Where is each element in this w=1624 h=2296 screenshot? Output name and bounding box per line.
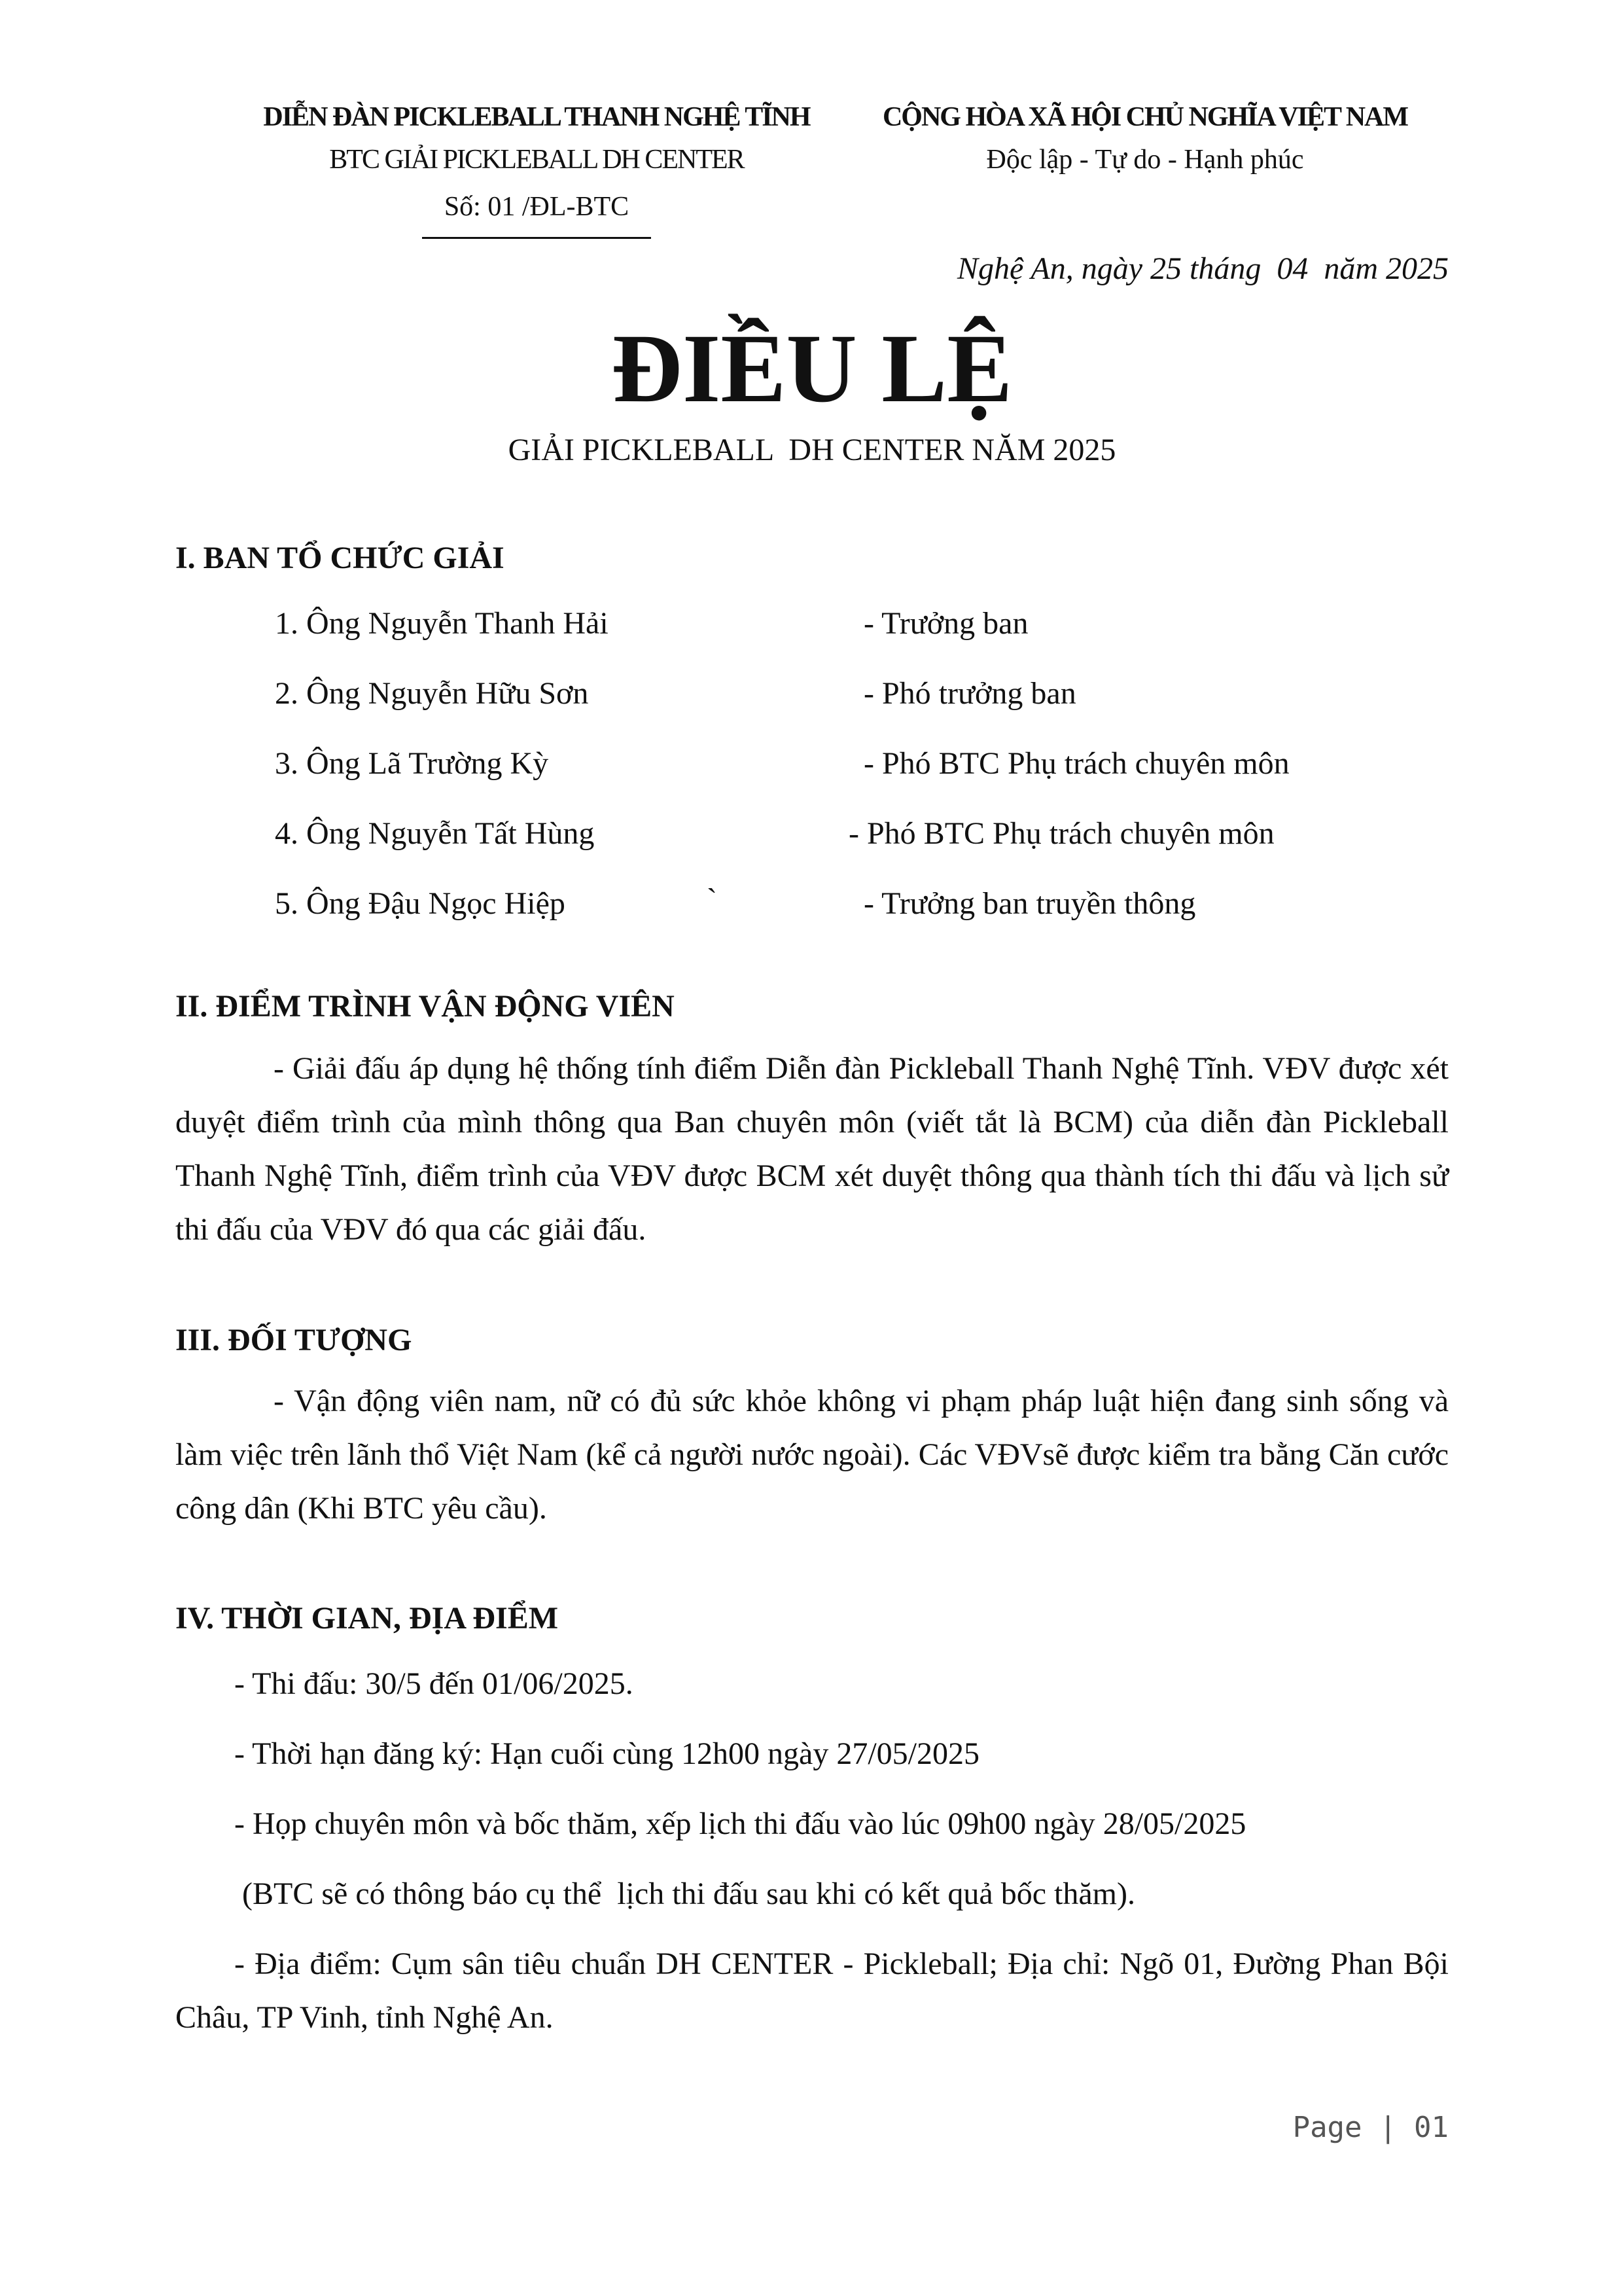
organization-name: DIỄN ĐÀN PICKLEBALL THANH NGHỆ TĨNH xyxy=(263,102,810,132)
republic-name: CỘNG HÒA XÃ HỘI CHỦ NGHĨA VIỆT NAM xyxy=(882,102,1408,132)
member-role: - Phó trưởng ban xyxy=(864,676,1076,711)
schedule-line: - Thời hạn đăng ký: Hạn cuối cùng 12h00 ngày 27/05/2025 xyxy=(234,1736,980,1771)
member-name: 2. Ông Nguyễn Hữu Sơn xyxy=(275,676,589,711)
header-left xyxy=(242,98,831,239)
section-2-heading: II. ĐIỂM TRÌNH VẬN ĐỘNG VIÊN xyxy=(175,989,675,1024)
member-name: 4. Ông Nguyễn Tất Hùng xyxy=(275,816,595,851)
document-number: Số: 01 /ĐL-BTC xyxy=(444,192,629,222)
document-subtitle: GIẢI PICKLEBALL DH CENTER NĂM 2025 xyxy=(508,433,1116,467)
national-motto: Độc lập - Tự do - Hạnh phúc xyxy=(986,145,1304,175)
member-name: 1. Ông Nguyễn Thanh Hải xyxy=(275,606,609,641)
venue-paragraph: - Địa điểm: Cụm sân tiêu chuẩn DH CENTER - Pickleball; Địa chỉ: Ngõ 01, Đường Phan Bội Châu, TP Vinh, tỉnh Nghệ An. xyxy=(175,1946,1449,2035)
section-3-paragraph: - Vận động viên nam, nữ có đủ sức khỏe không vi phạm pháp luật hiện đang sinh sống và làm việc trên lãnh thổ Việt Nam (kể cả người nước ngoài). Các VĐVsẽ được kiểm tra bằng Căn cước công dân (Khi BTC yêu cầu). xyxy=(175,1384,1449,1526)
section-3-heading: III. ĐỐI TƯỢNG xyxy=(175,1323,412,1357)
header-right xyxy=(851,98,1439,183)
member-name: 3. Ông Lã Trường Kỳ xyxy=(275,746,549,781)
schedule-note: (BTC sẽ có thông báo cụ thể lịch thi đấu sau khi có kết quả bốc thăm). xyxy=(234,1876,1135,1911)
document-title: ĐIỀU LỆ xyxy=(611,314,1013,423)
schedule-line: - Thi đấu: 30/5 đến 01/06/2025. xyxy=(234,1666,633,1701)
stray-mark: ` xyxy=(707,882,717,917)
section-4-heading: IV. THỜI GIAN, ĐỊA ĐIỂM xyxy=(175,1601,559,1636)
section-2-paragraph: - Giải đấu áp dụng hệ thống tính điểm Diễn đàn Pickleball Thanh Nghệ Tĩnh. VĐV được xét duyệt điểm trình của mình thông qua Ban chuyên môn (viết tắt là BCM) của diễn đàn Pickleball Thanh Nghệ Tĩnh, điểm trình của VĐV được BCM xét duyệt thông qua thành tích thi đấu và lịch sử thi đấu của VĐV đó qua các giải đấu. xyxy=(175,1051,1449,1247)
member-role: - Trưởng ban truyền thông xyxy=(864,886,1196,921)
header-underline xyxy=(422,237,651,239)
member-role: - Phó BTC Phụ trách chuyên môn xyxy=(864,746,1290,781)
member-name: 5. Ông Đậu Ngọc Hiệp xyxy=(275,886,565,921)
committee-name: BTC GIẢI PICKLEBALL DH CENTER xyxy=(329,145,744,175)
document-date: Nghệ An, ngày 25 tháng 04 năm 2025 xyxy=(957,251,1449,286)
page-number: Page | 01 xyxy=(1292,2111,1449,2144)
member-role: - Trưởng ban xyxy=(864,606,1029,641)
member-role: - Phó BTC Phụ trách chuyên môn xyxy=(849,816,1275,851)
schedule-line: - Họp chuyên môn và bốc thăm, xếp lịch thi đấu vào lúc 09h00 ngày 28/05/2025 xyxy=(234,1806,1246,1841)
section-1-heading: I. BAN TỔ CHỨC GIẢI xyxy=(175,541,504,575)
